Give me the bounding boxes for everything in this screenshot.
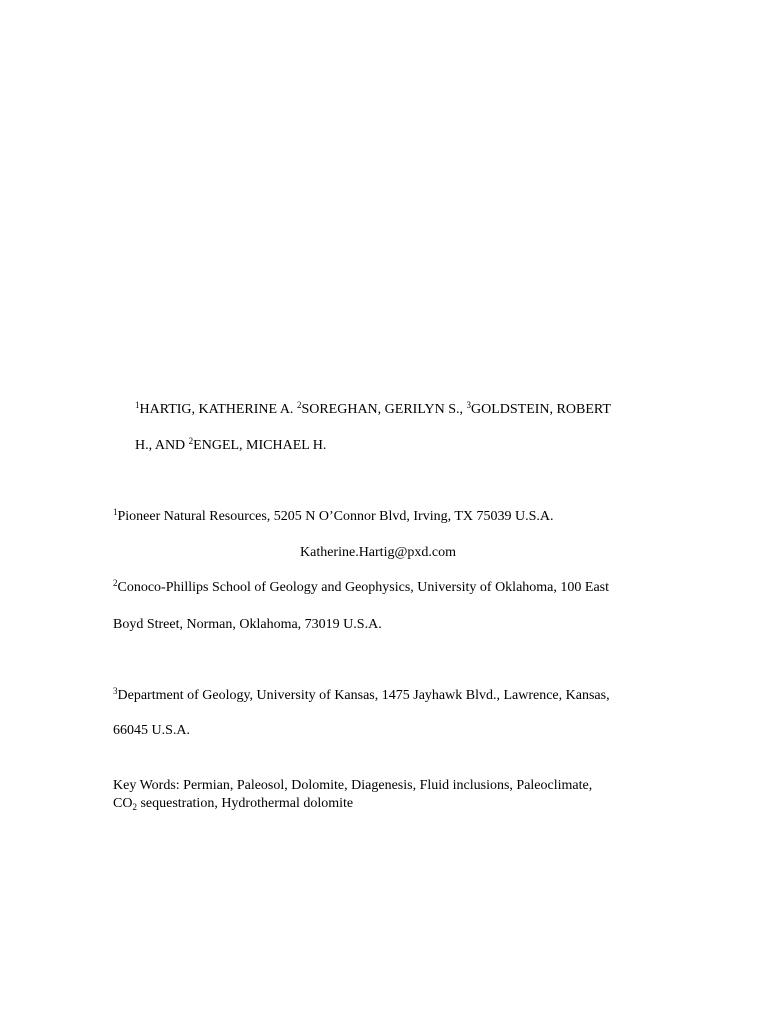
affiliation-1-superscript: 1	[113, 507, 118, 517]
keywords-line-2	[113, 796, 353, 812]
affiliation-1-email	[300, 545, 456, 561]
author-2-superscript: 2	[296, 400, 302, 410]
author-line-2	[135, 438, 326, 454]
author-2-name: SOREGHAN, GERILYN S.,	[301, 402, 467, 417]
affiliation-2-line-1	[113, 580, 609, 596]
keywords-text-2: sequestration, Hydrothermal dolomite	[136, 796, 354, 811]
keywords-co: CO	[113, 796, 133, 811]
author-4-superscript: 2	[188, 436, 194, 446]
affiliation-3-line-1	[113, 688, 610, 704]
affiliation-2-text-2: Boyd Street, Norman, Oklahoma, 73019 U.S.A.	[113, 617, 382, 632]
affiliation-3-text-1: Department of Geology, University of Kansas, 1475 Jayhawk Blvd., Lawrence, Kansas,	[117, 688, 610, 703]
affiliation-2-text-1: Conoco-Phillips School of Geology and Geophysics, University of Oklahoma, 100 East	[117, 580, 609, 595]
affiliation-2-line-2	[113, 617, 382, 633]
author-3-name: GOLDSTEIN, ROBERT	[470, 402, 611, 417]
affiliation-3-line-2	[113, 723, 190, 739]
author-4-name: ENGEL, MICHAEL H.	[193, 438, 327, 453]
author-line-1	[135, 402, 611, 418]
affiliation-1-text: Pioneer Natural Resources, 5205 N O’Connor Blvd, Irving, TX 75039 U.S.A.	[117, 509, 554, 524]
author-1-superscript: 1	[135, 400, 140, 410]
affiliation-2-superscript: 2	[113, 578, 118, 588]
affiliation-1	[113, 509, 554, 525]
keywords-line-1	[113, 778, 592, 794]
email-text: Katherine.Hartig@pxd.com	[300, 545, 456, 560]
author-line-2-prefix: H., AND	[135, 438, 189, 453]
author-1-name: HARTIG, KATHERINE A.	[139, 402, 297, 417]
keywords-text-1: Key Words: Permian, Paleosol, Dolomite, Diagenesis, Fluid inclusions, Paleoclimate,	[113, 778, 593, 793]
author-3-superscript: 3	[466, 400, 471, 410]
affiliation-3-text-2: 66045 U.S.A.	[113, 723, 191, 738]
affiliation-3-superscript: 3	[113, 686, 118, 696]
keywords-co-subscript: 2	[132, 802, 137, 812]
